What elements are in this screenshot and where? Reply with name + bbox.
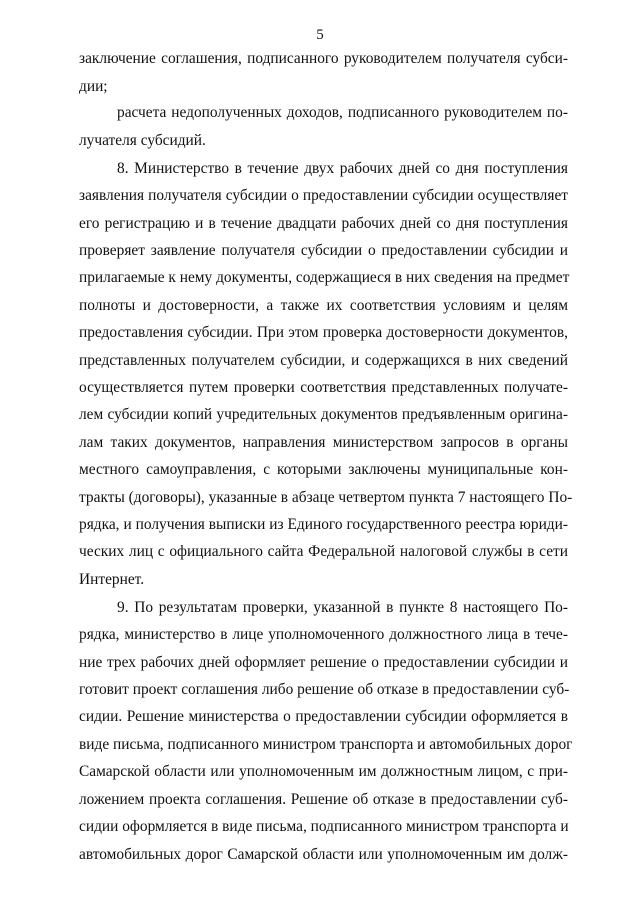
text-line: автомобильных дорог Самарской области или уполномоченным им долж- (79, 846, 568, 863)
text-line: расчета недополученных доходов, подписанного руководителем по- (117, 104, 568, 121)
text-line: ние трех рабочих дней оформляет решение о предоставлении субсидии и (79, 654, 568, 671)
text-line: готовит проект соглашения либо решение об отказе в предоставлении суб- (79, 681, 570, 698)
text-line: лучателя субсидий. (79, 132, 206, 149)
text-line: проверяет заявление получателя субсидии о предоставлении субсидии и (79, 242, 568, 259)
text-line: заявления получателя субсидии о предоставлении субсидии осуществляет (79, 187, 568, 204)
text-line: Интернет. (79, 571, 145, 588)
text-line: Самарской области или уполномоченным им должностным лицом, с при- (79, 763, 568, 780)
text-line: предоставления субсидии. При этом проверка достоверности документов, (79, 324, 568, 341)
text-line: рядка, министерство в лице уполномоченного должностного лица в тече- (79, 626, 568, 643)
text-line: его регистрацию и в течение двадцати рабочих дней со дня поступления (79, 215, 568, 232)
text-line: лем субсидии копий учредительных документов предъявленным оригина- (79, 406, 568, 423)
text-line: 8. Министерство в течение двух рабочих дней со дня поступления (117, 160, 568, 177)
text-line: 9. По результатам проверки, указанной в пункте 8 настоящего По- (117, 599, 568, 616)
text-line: прилагаемые к нему документы, содержащиеся в них сведения на предмет (79, 269, 570, 286)
text-line: ческих лиц с официального сайта Федеральной налоговой службы в сети (79, 543, 568, 560)
text-line: рядка, и получения выписки из Единого государственного реестра юриди- (79, 516, 568, 533)
text-line: осуществляется путем проверки соответствия представленных получате- (79, 379, 568, 396)
text-line: сидии оформляется в виде письма, подписанного министром транспорта и (79, 818, 569, 835)
text-line: тракты (договоры), указанные в абзаце четвертом пункта 7 настоящего По- (79, 489, 573, 506)
text-line: виде письма, подписанного министром транспорта и автомобильных дорог (79, 736, 573, 753)
text-line: заключение соглашения, подписанного руководителем получателя субси- (79, 50, 568, 67)
text-line: представленных получателем субсидии, и содержащихся в них сведений (79, 352, 568, 369)
text-line: дии; (79, 78, 108, 95)
text-line: ложением проекта соглашения. Решение об отказе в предоставлении суб- (79, 791, 568, 808)
text-line: полноты и достоверности, а также их соответствия условиям и целям (79, 297, 568, 314)
page-number: 5 (316, 27, 324, 43)
text-line: сидии. Решение министерства о предоставлении субсидии оформляется в (79, 708, 568, 725)
text-line: местного самоуправления, с которыми заключены муниципальные кон- (79, 461, 568, 478)
text-line: лам таких документов, направления министерством запросов в органы (79, 434, 568, 451)
